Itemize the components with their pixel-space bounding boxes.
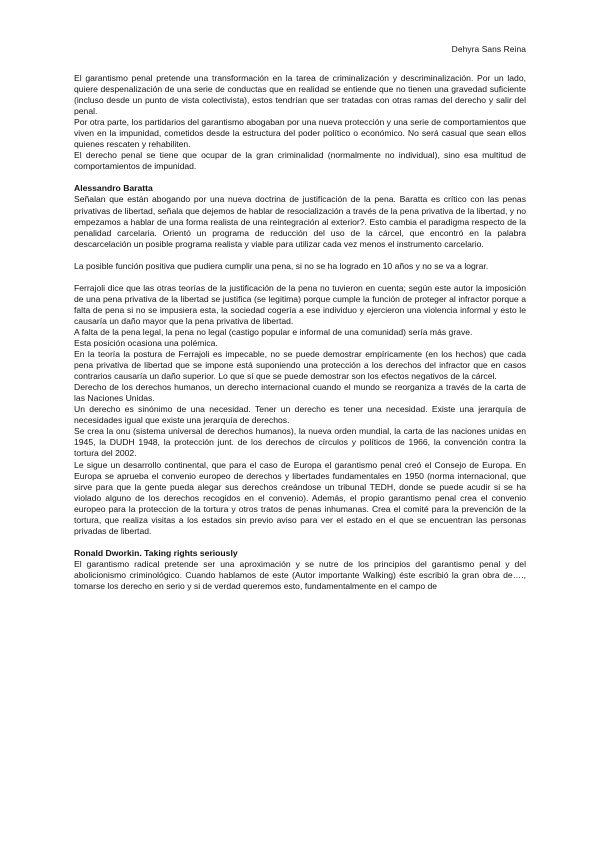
paragraph: La posible función positiva que pudiera cumplir una pena, si no se ha logrado en 10 años y no se va a lograr. [74,260,489,271]
paragraph: Se crea la onu (sistema universal de derechos humanos), la nueva orden mundial, la carta de las naciones unidas en 1945, la DUDH 1948, la protección junt. de los derechos de círculos y políticos de 1966, la convención contra la tortura del 2002. [74,426,526,459]
spacer [74,537,526,548]
paragraph: El garantismo radical pretende ser una aproximación y se nutre de los principios del garantismo penal y del abolicionismo criminológico. Cuando hablamos de este (Autor importante Walking) éste escribió la gran obra de…., tomarse los derecho en serio y si de verdad queremos esto, fundamentalmente en el campo de [74,558,526,591]
paragraph: En la teoría la postura de Ferrajoli es impecable, no se puede demostrar empíricamente (en los hechos) que cada pena privativa de libertad que se impone está suponiendo una protección a los derechos del infractor que en casos contrarios causaría un daño superior. Lo que sí que se puede demostrar son los efectos negativos de la cárcel. [74,349,526,382]
spacer [74,172,526,183]
paragraph: Señalan que están abogando por una nueva doctrina de justificación de la pena. Baratta es crítico con las penas privativas de libertad, señala que dejemos de hablar de resocialización a través de la pena privativa de la libertad, y no empezamos a hablar de una forma realista de una reintegración al exterior?. Esto cambia el paradigma respecto de la penalidad carcelaria. Orientó un programa de reducción del uso de la cárcel, que encontró en la palabra descarcelación un posible programa realista y viable para utilizar cada vez menos el instrumento carcelario. [74,194,526,249]
paragraph: Derecho de los derechos humanos, un derecho internacional cuando el mundo se reorganiza a través de la carta de las Naciones Unidas. [74,382,526,404]
paragraph: A falta de la pena legal, la pena no legal (castigo popular e informal de una comunidad) sería más grave. [74,326,473,337]
spacer [74,250,526,261]
document-body [74,73,526,592]
paragraph: Le sigue un desarrollo continental, que para el caso de Europa el garantismo penal creó el Consejo de Europa. En Europa se aprueba el convenio europeo de derechos y libertades fundamentales en 1950 (norma internacional, que sirve para que la gente pueda alegar sus derechos creándose un tribunal TEDH, donde se puede acudir si se ha violado alguno de los derechos recogidos en el convenio). Además, el propio garantismo penal crea el convenio europeo para la proteccion de la tortura y otros tratos de penas inhumanas. Crea el comité para la prevención de la tortura, que realiza visitas a los estados sin previo aviso para ver el estado en el que se encuentran las personas privadas de libertad. [74,459,526,536]
paragraph: Un derecho es sinónimo de una necesidad. Tener un derecho es tener una necesidad. Existe una jerarquía de necesidades igual que existe una jerarquía de derechos. [74,404,526,426]
paragraph: El garantismo penal pretende una transformación en la tarea de criminalización y descriminalización. Por un lado, quiere despenalización de una serie de conductas que en realidad se entiende que no tienen una gravedad suficiente (incluso desde un punto de vista colectivista), estos tendrían que ser tratadas con otras ramas del derecho y salir del penal. [74,73,526,117]
paragraph: Ferrajoli dice que las otras teorías de la justificación de la pena no tuvieron en cuenta; según este autor la imposición de una pena privativa de la libertad se justifica (se legitima) porque cumple la función de proteger al infractor porque a falta de pena si no se impusiera esta, la sociedad cogería a ese individuo y ejercieron una violencia informal y esto le causaría un daño mayor que la pena privativa de libertad. [74,282,526,326]
spacer [74,272,526,283]
paragraph: Esta posición ocasiona una polémica. [74,337,218,348]
author-name: Dehyra Sans Reina [451,44,526,54]
paragraph: Por otra parte, los partidarios del garantismo abogaban por una nueva protección y una serie de comportamientos que viven en la impunidad, cometidos desde la estructura del poder político o económico. No será casual que sean ellos quienes rescaten y rehabiliten. [74,117,526,150]
section-heading: Ronald Dworkin. Taking rights seriously [74,547,238,558]
paragraph: El derecho penal se tiene que ocupar de la gran criminalidad (normalmente no individual), sino esa multitud de comportamientos de impunidad. [74,150,526,172]
section-heading: Alessandro Baratta [74,183,153,194]
